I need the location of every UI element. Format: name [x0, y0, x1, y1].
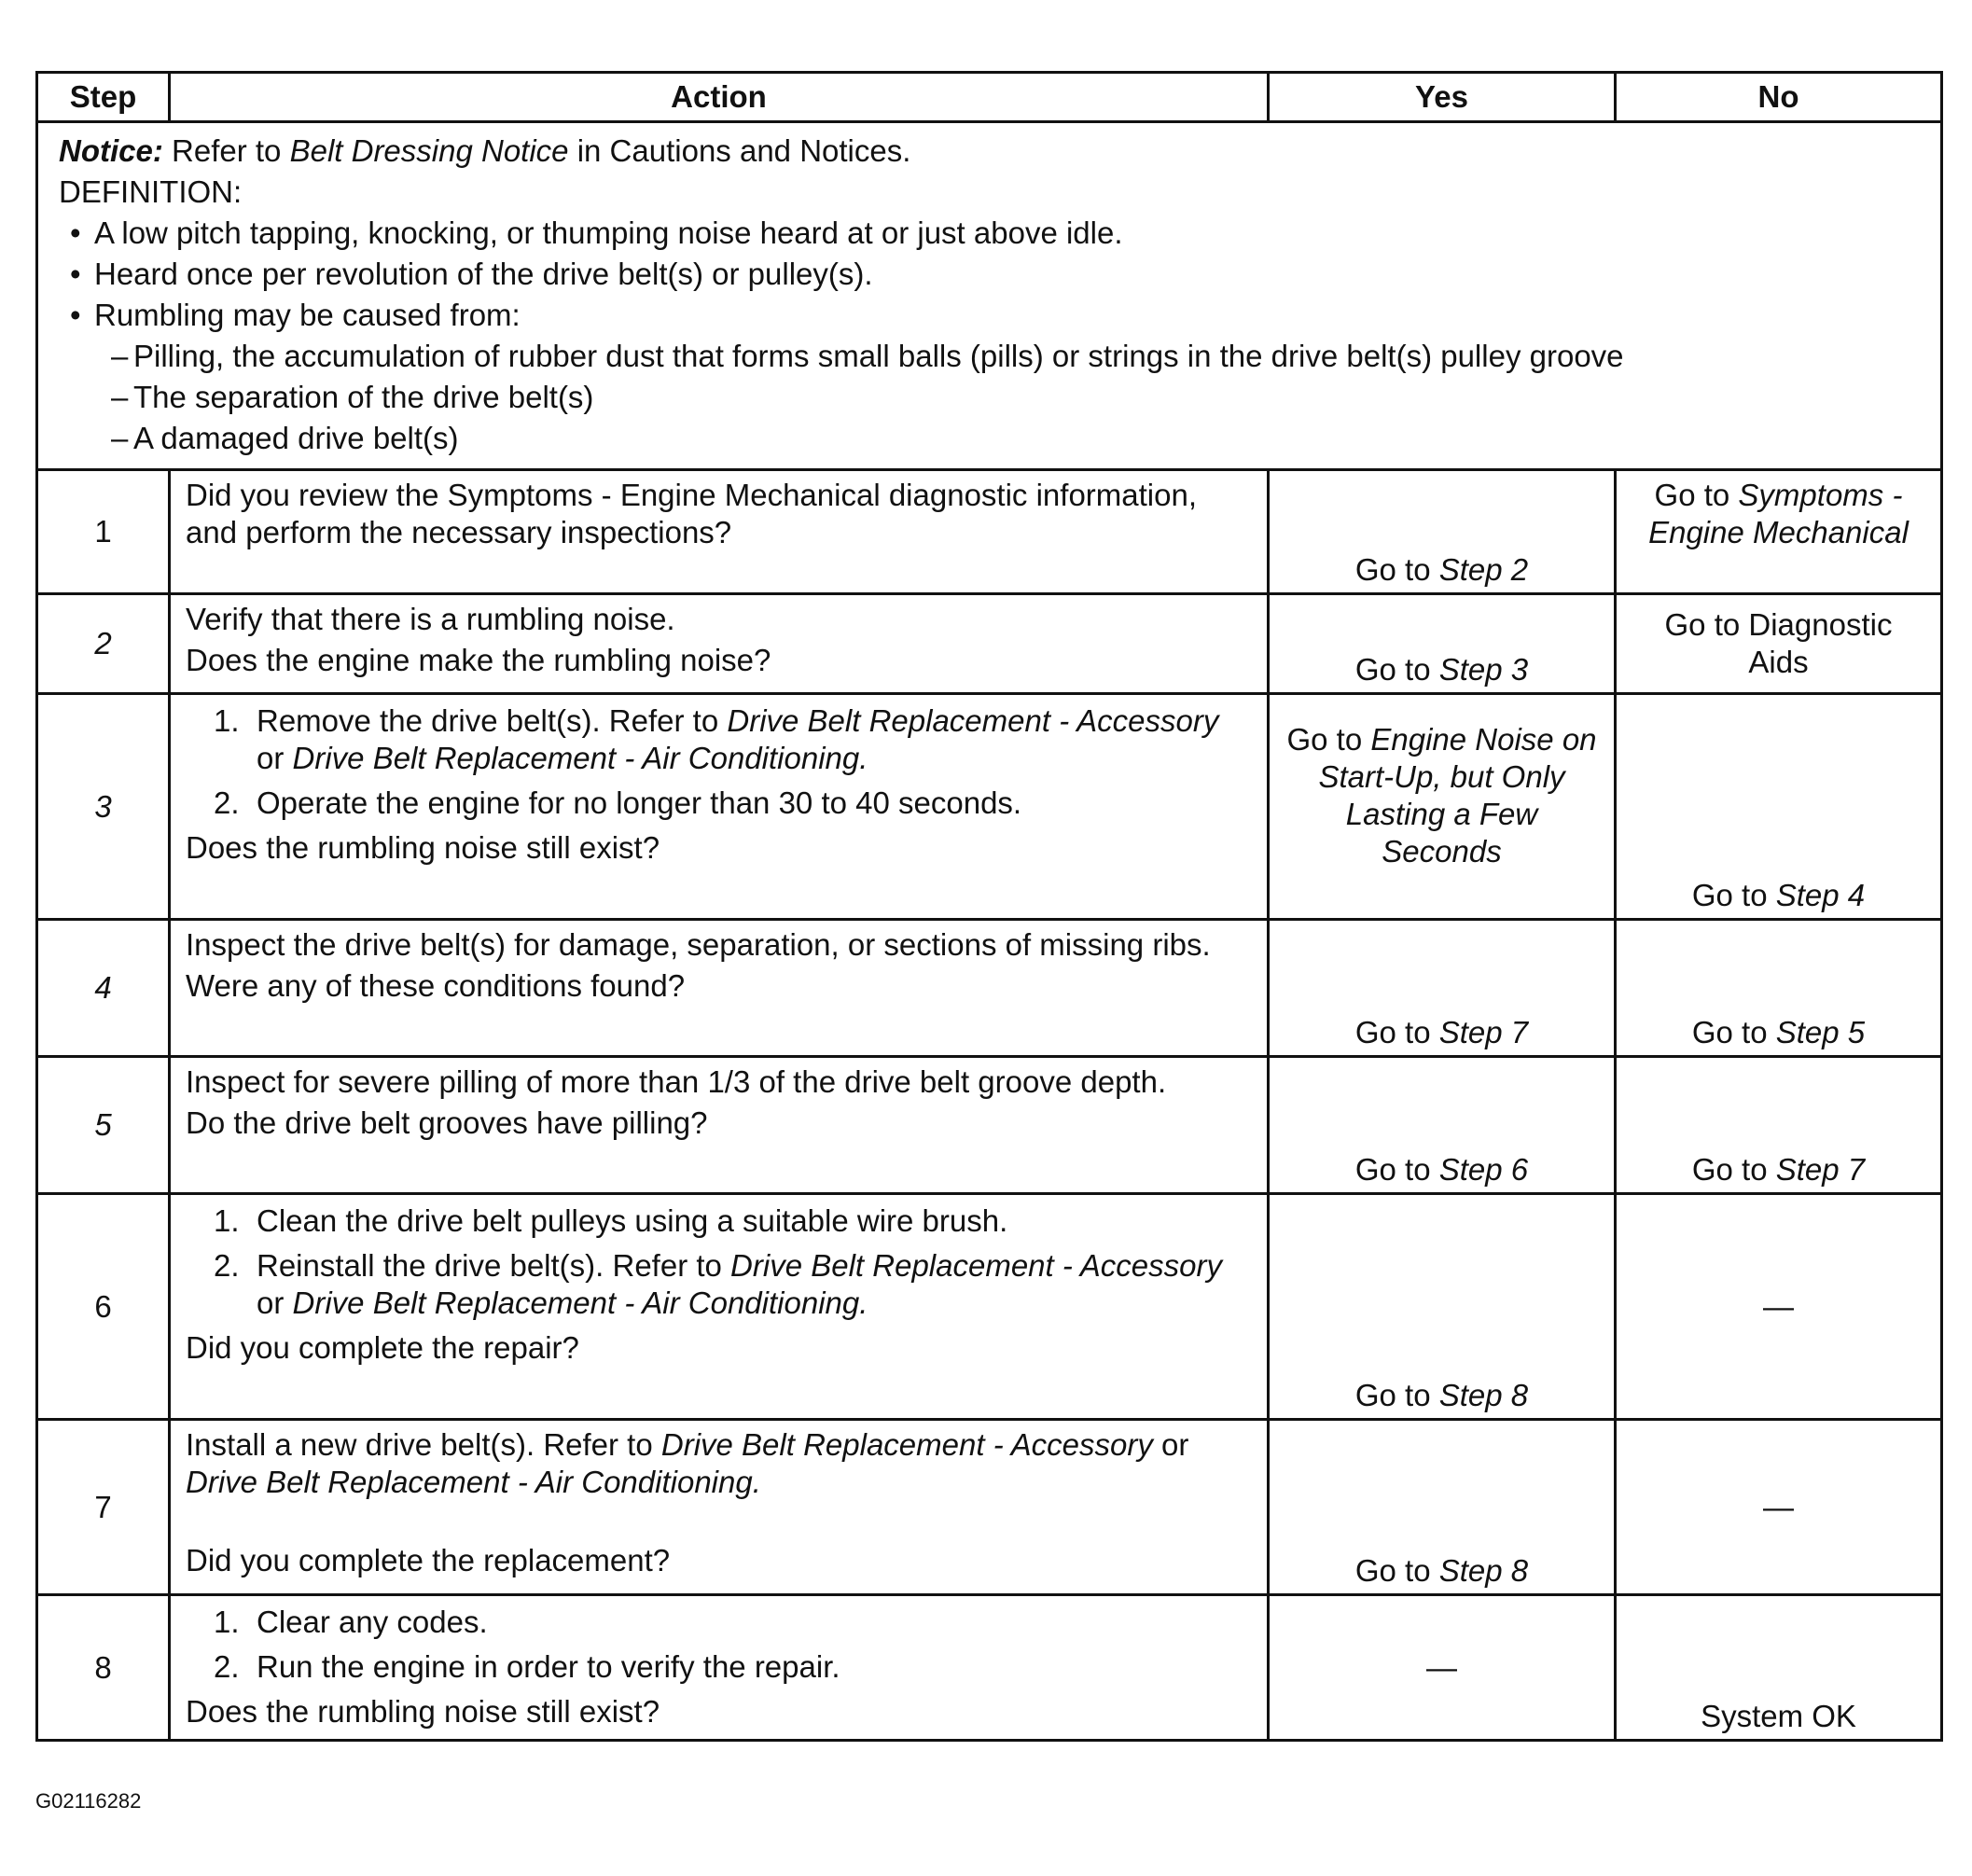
numbered-step [186, 1604, 1252, 1641]
yes-cell [1269, 470, 1616, 594]
no-prefix: Go to [1691, 1015, 1776, 1049]
numbered-step [186, 1648, 1252, 1686]
yes-cell [1269, 694, 1616, 920]
yes-prefix: Go to [1354, 552, 1439, 587]
no-prefix: Go to [1654, 478, 1739, 512]
action-question: Does the rumbling noise still exist? [186, 1694, 660, 1729]
no-prefix: Go to [1691, 878, 1776, 912]
notice-text-before: Refer to [162, 133, 290, 168]
table-row [37, 1595, 1942, 1741]
no-ref: Step 7 [1775, 1152, 1866, 1187]
numbered-step-end: . [859, 1285, 868, 1320]
table-row [37, 1057, 1942, 1194]
action-text: Verify that there is a rumbling noise. [186, 602, 675, 636]
action-cell [170, 1194, 1269, 1420]
yes-ref: Step 8 [1438, 1378, 1529, 1412]
definition-sub-item: – Pilling, the accumulation of rubber dust that forms small balls (pills) or strings in the drive belt(s) pulley groove [59, 338, 1920, 375]
numbered-step-text: Clean the drive belt pulleys using a suitable wire brush. [257, 1203, 1008, 1238]
action-cell [170, 1595, 1269, 1741]
numbered-step-number: 1. [214, 1203, 240, 1238]
no-ref: Step 4 [1775, 878, 1866, 912]
no-cell: Go to Diagnostic Aids [1616, 594, 1942, 694]
yes-cell [1269, 1057, 1616, 1194]
action-question: Were any of these conditions found? [186, 968, 686, 1003]
notice-text-after: in Cautions and Notices. [568, 133, 911, 168]
yes-prefix: Go to [1354, 1553, 1439, 1588]
action-text: Inspect the drive belt(s) for damage, separation, or sections of missing ribs. [186, 927, 1211, 962]
action-prefix: Install a new drive belt(s). Refer to [186, 1427, 661, 1462]
numbered-step-ref: Drive Belt Replacement - Air Conditioning [292, 1285, 860, 1320]
definition-bullet: • Rumbling may be caused from: [59, 297, 1920, 334]
yes-cell: — [1269, 1595, 1616, 1741]
table-row [37, 470, 1942, 594]
action-end: . [752, 1465, 761, 1499]
header-row [37, 73, 1942, 122]
numbered-step-ref: Drive Belt Replacement - Accessory [727, 703, 1219, 738]
numbered-step-end: . [859, 741, 868, 775]
diagnostic-table [35, 71, 1943, 1742]
notice-row [37, 122, 1942, 470]
yes-cell [1269, 1194, 1616, 1420]
action-text: Inspect for severe pilling of more than 1/3 of the drive belt groove depth. [186, 1064, 1167, 1099]
step-number: 6 [37, 1194, 170, 1420]
step-number: 1 [37, 470, 170, 594]
no-prefix: Go to [1691, 1152, 1776, 1187]
action-mid: or [1152, 1427, 1189, 1462]
action-cell [170, 594, 1269, 694]
yes-ref: Step 7 [1438, 1015, 1529, 1049]
action-cell [170, 470, 1269, 594]
definition-sub-item: – A damaged drive belt(s) [59, 420, 1920, 457]
step-number: 4 [37, 920, 170, 1057]
action-question: Did you complete the replacement? [186, 1543, 671, 1577]
numbered-step-ref: Drive Belt Replacement - Air Conditioning [292, 741, 860, 775]
yes-cell [1269, 1420, 1616, 1595]
figure-id: G02116282 [35, 1789, 142, 1813]
no-cell [1616, 470, 1942, 594]
action-question: Did you complete the repair? [186, 1330, 579, 1365]
numbered-step-number: 2. [214, 1649, 240, 1684]
no-ref: Symptoms - Engine Mechanical [1648, 478, 1909, 549]
step-number: 3 [37, 694, 170, 920]
no-cell [1616, 920, 1942, 1057]
no-cell: — [1616, 1194, 1942, 1420]
no-cell: System OK [1616, 1595, 1942, 1741]
action-cell [170, 1420, 1269, 1595]
definition-bullet: • Heard once per revolution of the drive belt(s) or pulley(s). [59, 256, 1920, 293]
numbered-step [186, 702, 1252, 777]
numbered-step [186, 1247, 1252, 1322]
action-question: Does the engine make the rumbling noise? [186, 643, 771, 677]
definition-label: DEFINITION: [59, 174, 243, 209]
header-action: Action [170, 73, 1269, 122]
numbered-step-text: Remove the drive belt(s). Refer to [257, 703, 728, 738]
numbered-step [186, 785, 1252, 822]
yes-prefix: Go to [1354, 1015, 1439, 1049]
action-question: Does the rumbling noise still exist? [186, 830, 660, 865]
yes-cell [1269, 594, 1616, 694]
action-ref: Drive Belt Replacement - Air Conditioning [186, 1465, 753, 1499]
yes-ref: Engine Noise on Start-Up, but Only Lasting a Few Seconds [1318, 722, 1597, 869]
no-cell: — [1616, 1420, 1942, 1595]
step-number: 2 [37, 594, 170, 694]
yes-prefix: Go to [1354, 1378, 1439, 1412]
table-row [37, 1194, 1942, 1420]
numbered-step-text: Run the engine in order to verify the repair. [257, 1649, 840, 1684]
header-yes: Yes [1269, 73, 1616, 122]
action-text [186, 1426, 1252, 1538]
action-question: Do the drive belt grooves have pilling? [186, 1105, 708, 1140]
notice-label: Notice: [59, 133, 163, 168]
numbered-step [186, 1202, 1252, 1240]
notice-line [59, 132, 1920, 170]
numbered-step-text: Clear any codes. [257, 1605, 488, 1639]
yes-ref: Step 3 [1438, 652, 1529, 687]
numbered-step-text: Operate the engine for no longer than 30 to 40 seconds. [257, 785, 1022, 820]
numbered-step-mid: or [257, 1285, 293, 1320]
step-number: 8 [37, 1595, 170, 1741]
numbered-step-number: 1. [214, 703, 240, 738]
no-cell [1616, 694, 1942, 920]
yes-ref: Step 8 [1438, 1553, 1529, 1588]
yes-prefix: Go to [1286, 722, 1371, 757]
yes-prefix: Go to [1354, 1152, 1439, 1187]
numbered-step-number: 2. [214, 785, 240, 820]
action-ref: Drive Belt Replacement - Accessory [660, 1427, 1153, 1462]
action-cell [170, 1057, 1269, 1194]
notice-cell [37, 122, 1942, 470]
numbered-step-number: 2. [214, 1248, 240, 1283]
table-row [37, 594, 1942, 694]
step-number: 5 [37, 1057, 170, 1194]
notice-ref: Belt Dressing Notice [289, 133, 569, 168]
numbered-step-ref: Drive Belt Replacement - Accessory [730, 1248, 1222, 1283]
definition-bullet: • A low pitch tapping, knocking, or thumping noise heard at or just above idle. [59, 215, 1920, 252]
header-step: Step [37, 73, 170, 122]
step-number: 7 [37, 1420, 170, 1595]
numbered-step-text: Reinstall the drive belt(s). Refer to [257, 1248, 731, 1283]
yes-prefix: Go to [1354, 652, 1439, 687]
yes-cell [1269, 920, 1616, 1057]
table-row [37, 920, 1942, 1057]
table-row [37, 694, 1942, 920]
yes-ref: Step 6 [1438, 1152, 1529, 1187]
action-text: Did you review the Symptoms - Engine Mechanical diagnostic information, and perform the necessary inspections? [186, 478, 1198, 549]
action-cell [170, 920, 1269, 1057]
table-row [37, 1420, 1942, 1595]
header-no: No [1616, 73, 1942, 122]
no-cell [1616, 1057, 1942, 1194]
numbered-step-mid: or [257, 741, 293, 775]
action-cell [170, 694, 1269, 920]
no-ref: Step 5 [1775, 1015, 1866, 1049]
yes-ref: Step 2 [1438, 552, 1529, 587]
definition-sub-item: – The separation of the drive belt(s) [59, 379, 1920, 416]
numbered-step-number: 1. [214, 1605, 240, 1639]
